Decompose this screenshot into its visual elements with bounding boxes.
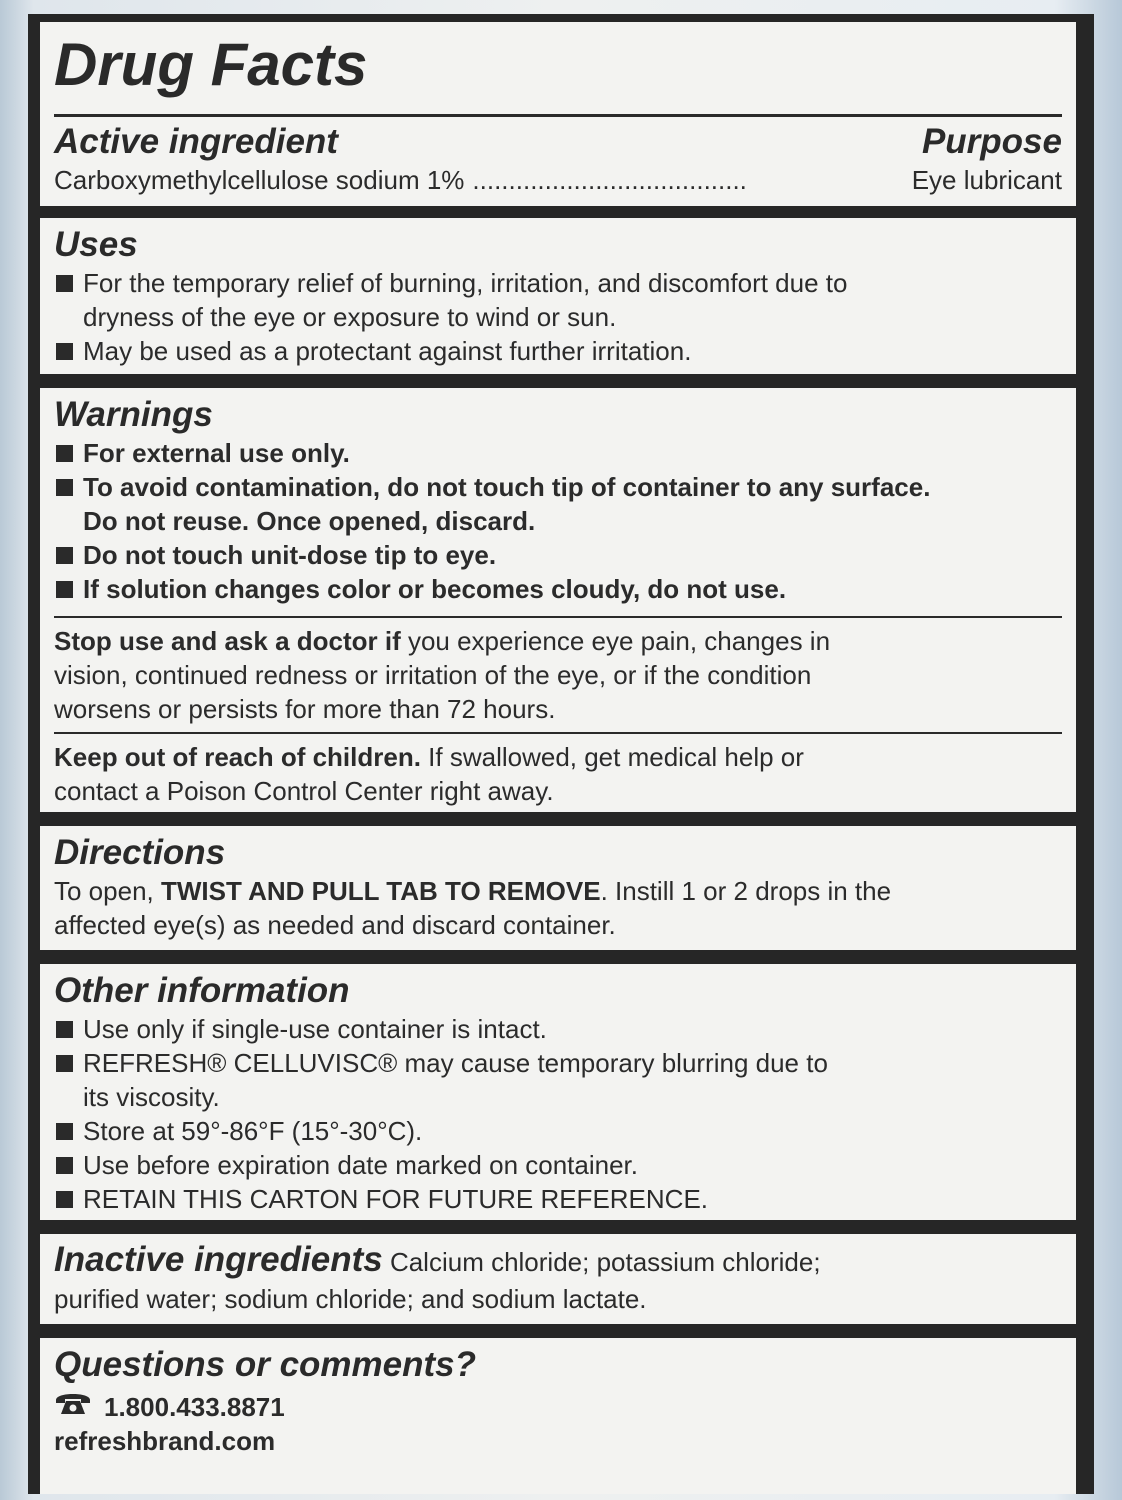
other-information-heading: Other information [54,971,350,1010]
phone-number[interactable]: 1.800.433.8871 [104,1392,285,1422]
list-item [54,572,1062,606]
bullet-square-icon [56,1191,73,1208]
bullet-square-icon [56,1021,73,1038]
questions-heading: Questions or comments? [54,1345,477,1384]
telephone-icon [54,1390,94,1424]
bullet-square-icon [56,445,73,462]
list-item-text: Use before expiration date marked on container. [83,1150,639,1180]
list-item [54,1114,1062,1148]
inactive-text: Calcium chloride; potassium chloride; [382,1247,821,1277]
list-item-text: May be used as a protectant against further irritation. [83,336,692,366]
website-link[interactable]: refreshbrand.com [54,1426,276,1456]
inactive-ingredients-box [40,1234,1076,1324]
active-ingredient-box [40,22,1076,206]
bullet-square-icon [56,581,73,598]
list-item-text: Use only if single-use container is intact. [83,1014,547,1044]
warnings-rule [54,616,1062,618]
warnings-heading: Warnings [54,395,213,434]
bullet-square-icon [56,479,73,496]
title-rule [54,114,1062,117]
bullet-square-icon [56,1157,73,1174]
leader-dots: ...................................... [472,165,747,195]
warnings-rule [54,732,1062,734]
uses-heading: Uses [54,225,138,264]
bullet-square-icon [56,1123,73,1140]
keep-out-paragraph [54,740,1062,808]
active-ingredient-name: Carboxymethylcellulose sodium 1% [54,165,465,195]
list-item [54,436,1062,470]
stop-use-text: you experience eye pain, changes in [400,626,831,656]
list-item [54,1148,1062,1182]
directions-heading: Directions [54,833,226,872]
stop-use-lead: Stop use and ask a doctor if [54,626,401,656]
phone-row [54,1390,1062,1424]
bullet-square-icon [56,343,73,360]
keep-out-lead: Keep out of reach of children. [54,742,421,772]
warnings-box [40,388,1076,812]
keep-out-text: contact a Poison Control Center right away. [54,776,554,806]
purpose-heading: Purpose [921,122,1062,161]
list-item-text: REFRESH® CELLUVISC® may cause temporary blurring due to [83,1048,828,1078]
active-ingredient-heading: Active ingredient [54,122,338,161]
list-item-text: Do not touch unit-dose tip to eye. [83,540,497,570]
drug-facts-panel [28,14,1094,1494]
list-item [54,470,1062,538]
list-item-text: For external use only. [83,438,350,468]
directions-box [40,826,1076,950]
directions-emphasis: TWIST AND PULL TAB TO REMOVE [160,876,601,906]
inactive-line [54,1240,1062,1282]
list-item-text: dryness of the eye or exposure to wind or sun. [83,302,617,332]
directions-text: To open, [54,876,161,906]
directions-text: . Instill 1 or 2 drops in the [600,876,892,906]
list-item [54,266,1062,334]
list-item-text: To avoid contamination, do not touch tip of container to any surface. [83,472,931,502]
list-item [54,1182,1062,1216]
list-item-text: If solution changes color or becomes cloudy, do not use. [83,574,787,604]
stop-use-text: worsens or persists for more than 72 hours. [54,694,556,724]
list-item [54,1046,1062,1114]
page-title: Drug Facts [54,31,368,98]
stop-use-text: vision, continued redness or irritation of the eye, or if the condition [54,660,812,690]
questions-box [40,1338,1076,1494]
stop-use-paragraph [54,624,1062,726]
bullet-square-icon [56,1055,73,1072]
purpose-value: Eye lubricant [911,165,1062,195]
list-item-text: RETAIN THIS CARTON FOR FUTURE REFERENCE. [83,1184,709,1214]
list-item-text: its viscosity. [83,1082,220,1112]
list-item [54,1012,1062,1046]
bullet-square-icon [56,275,73,292]
directions-line: affected eye(s) as needed and discard container. [54,910,616,940]
bullet-square-icon [56,547,73,564]
list-item [54,334,1062,368]
list-item-text: For the temporary relief of burning, irritation, and discomfort due to [83,268,848,298]
list-item-text: Store at 59°-86°F (15°-30°C). [83,1116,423,1146]
inactive-ingredients-heading: Inactive ingredients [54,1240,383,1279]
uses-box [40,218,1076,374]
active-ingredient-row [54,163,1062,197]
keep-out-text: If swallowed, get medical help or [420,742,804,772]
directions-line [54,874,1062,908]
list-item [54,538,1062,572]
inactive-line: purified water; sodium chloride; and sodium lactate. [54,1284,647,1314]
other-information-box [40,964,1076,1220]
list-item-text: Do not reuse. Once opened, discard. [83,506,536,536]
